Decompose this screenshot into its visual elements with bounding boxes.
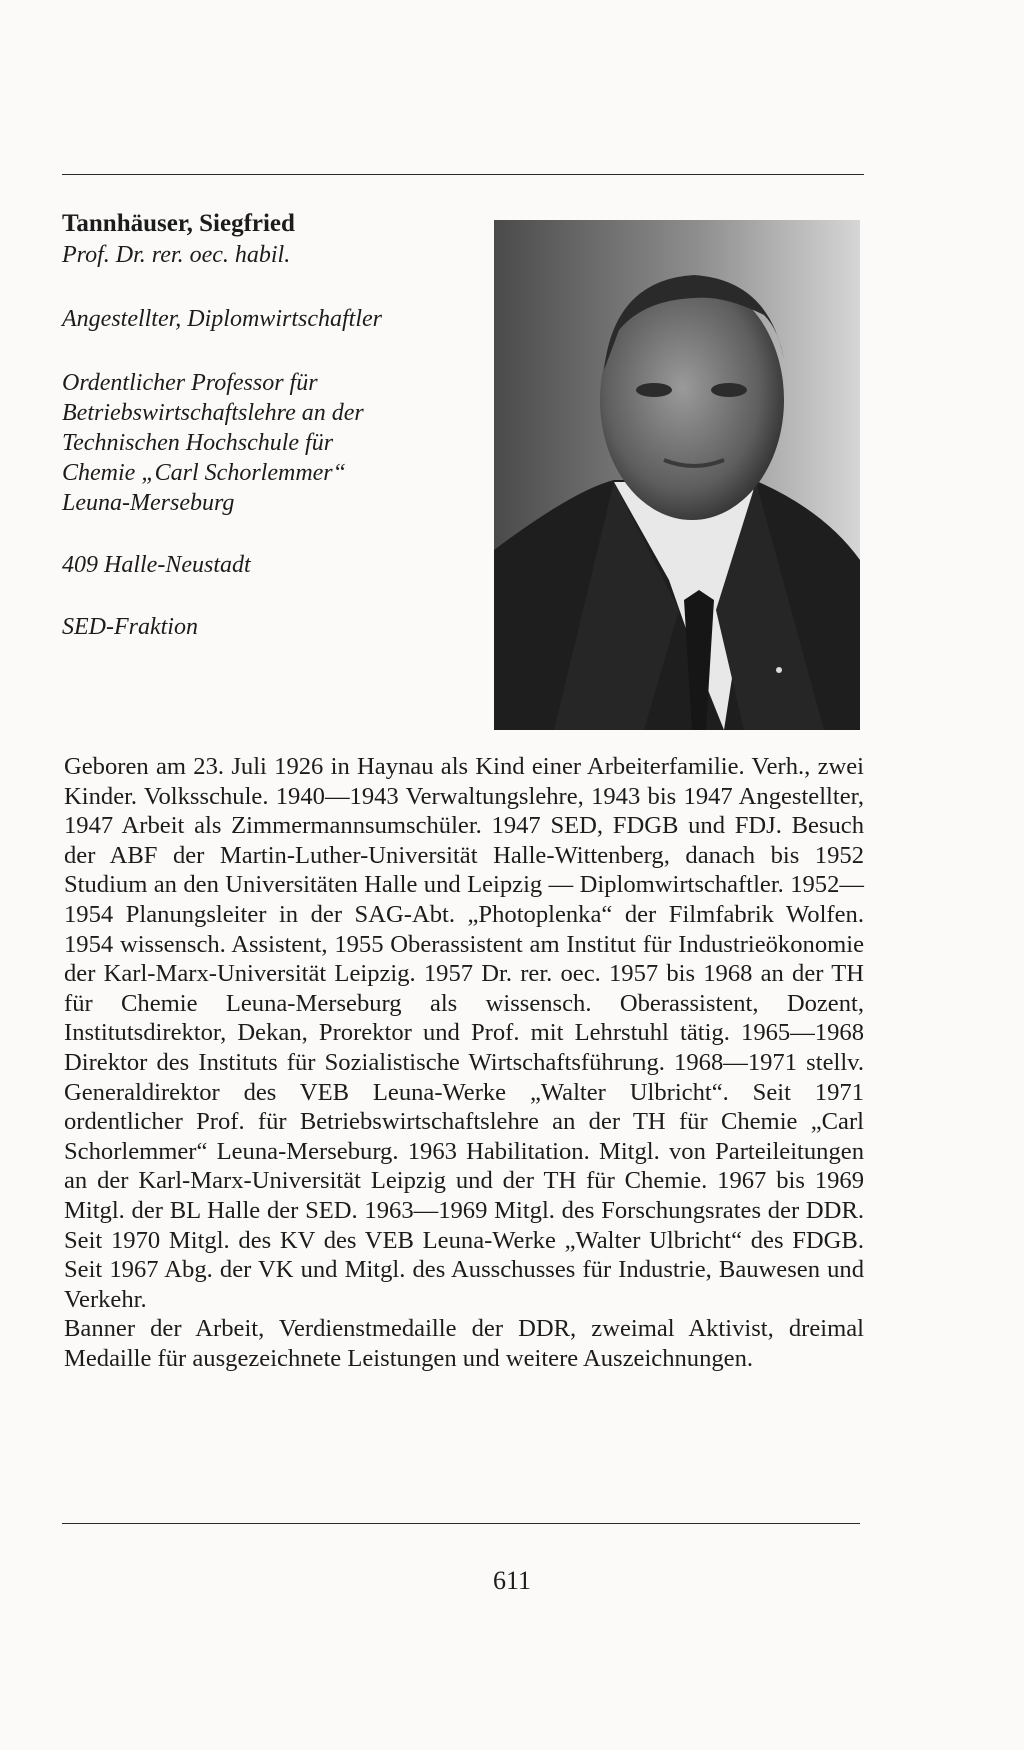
position-line: Chemie „Carl Schorlemmer“: [62, 460, 346, 486]
position-line: Ordentlicher Professor für: [62, 370, 318, 396]
position-line: Leuna-Merseburg: [62, 490, 235, 516]
faction: SED-Fraktion: [62, 614, 198, 640]
position-line: Technischen Hochschule für: [62, 430, 334, 456]
awards-text: Banner der Arbeit, Verdienstmedaille der DDR, zweimal Aktivist, dreimal Medaille für ausgezeichnete Leistungen und weitere Auszeichnungen.: [64, 1315, 864, 1372]
person-name: Tannhäuser, Siegfried: [62, 210, 295, 237]
entry-header: [62, 208, 482, 642]
portrait-photo: [494, 220, 860, 730]
top-rule: [62, 174, 864, 175]
academic-title: Prof. Dr. rer. oec. habil.: [62, 242, 291, 268]
biography-section: [64, 752, 864, 1373]
page-number: 611: [492, 1566, 532, 1595]
occupation: Angestellter, Diplomwirtschaftler: [62, 306, 382, 332]
bottom-rule: [62, 1523, 860, 1524]
biography-text: Geboren am 23. Juli 1926 in Haynau als Kind einer Arbeiterfamilie. Verh., zwei Kinder. Volksschule. 1940—1943 Verwaltungslehre, 1943 bis 1947 Angestellter, 1947 Arbeit als Zimmermannsumschüler. 1947 SED, FDGB und FDJ. Besuch der ABF der Martin-Luther-Universität Halle-Wittenberg, danach bis 1952 Studium an den Universitäten Halle und Leipzig — Diplomwirtschaftler. 1952—1954 Planungsleiter in der SAG-Abt. „Photoplenka“ der Filmfabrik Wolfen. 1954 wissensch. Assistent, 1955 Oberassistent am Institut für Industrieökonomie der Karl-Marx-Universität Leipzig. 1957 Dr. rer. oec. 1957 bis 1968 an der TH für Chemie Leuna-Merseburg als wissensch. Oberassistent, Dozent, Institutsdirektor, Dekan, Prorektor und Prof. mit Lehrstuhl tätig. 1965—1968 Direktor des Instituts für Sozialistische Wirtschaftsführung. 1968—1971 stellv. Generaldirektor des VEB Leuna-Werke „Walter Ulbricht“. Seit 1971 ordentlicher Prof. für Betriebswirtschaftslehre an der TH für Chemie „Carl Schorlemmer“ Leuna-Merseburg. 1963 Habilitation. Mitgl. von Parteileitungen an der Karl-Marx-Universität Leipzig und der TH für Chemie. 1967 bis 1969 Mitgl. der BL Halle der SED. 1963—1969 Mitgl. des Forschungsrates der DDR. Seit 1970 Mitgl. des KV des VEB Leuna-Werke „Walter Ulbricht“ des FDGB. Seit 1967 Abg. der VK und Mitgl. des Ausschusses für Industrie, Bauwesen und Verkehr.: [64, 753, 864, 1313]
address: 409 Halle-Neustadt: [62, 552, 251, 578]
position-line: Betriebswirtschaftslehre an der: [62, 400, 364, 426]
portrait-image: [494, 220, 860, 730]
